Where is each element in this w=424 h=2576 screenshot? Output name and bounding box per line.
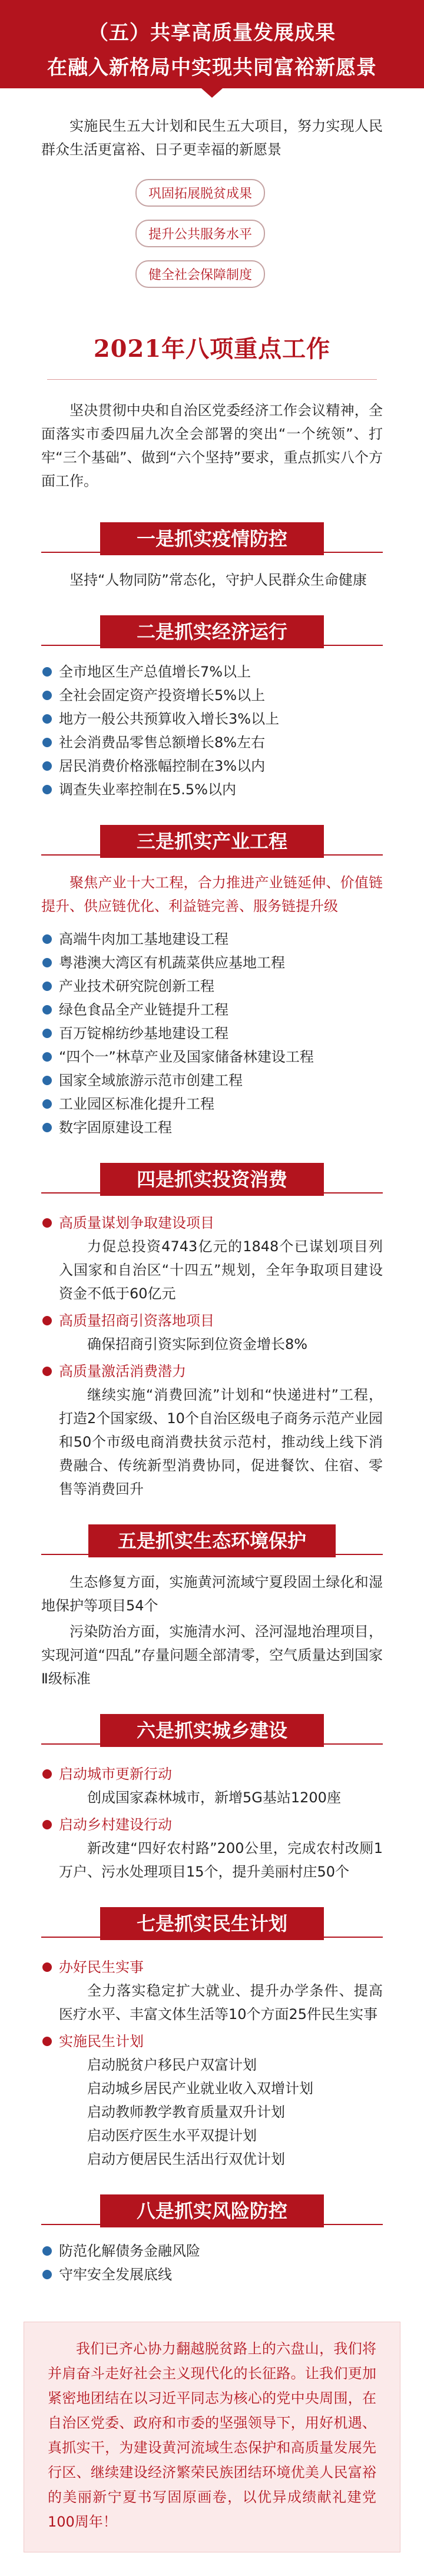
bullet-icon <box>42 1367 52 1376</box>
bullet-icon <box>42 1962 52 1972</box>
sub-heading: 办好民生实事 <box>41 1955 383 1979</box>
bullet-icon <box>42 1076 52 1085</box>
bullet-icon <box>42 1316 52 1325</box>
list-item: 国家全域旅游示范市创建工程 <box>41 1069 383 1092</box>
section-title: 六是抓实城乡建设 <box>100 1714 324 1747</box>
section-header <box>0 615 424 651</box>
sub-body: 创成国家森林城市，新增5G基站1200座 <box>87 1789 341 1806</box>
list-item: 守牢安全发展底线 <box>41 2263 383 2286</box>
bullet-icon <box>42 982 52 991</box>
section-title: 四是抓实投资消费 <box>100 1163 324 1196</box>
bullet-icon <box>42 1218 52 1228</box>
section-header <box>0 522 424 558</box>
sub-heading: 启动乡村建设行动 <box>41 1813 383 1836</box>
bottom-spacer <box>0 2552 424 2576</box>
sub-group <box>0 1942 424 2171</box>
sub-heading: 高质量招商引资落地项目 <box>41 1309 383 1332</box>
header-banner <box>0 0 424 88</box>
list-item: 高端牛肉加工基地建设工程 <box>41 927 383 951</box>
list-item: 防范化解债务金融风险 <box>41 2239 383 2263</box>
sub-body: 全力落实稳定扩大就业、提升办学条件、提高医疗水平、丰富文体生活等10个方面25件民生实事 <box>59 1982 383 2023</box>
list-item: 数字固原建设工程 <box>41 1116 383 1139</box>
list-item: 绿色食品全产业链提升工程 <box>41 998 383 1022</box>
section-title: 五是抓实生态环境保护 <box>88 1524 336 1557</box>
list-item: 社会消费品零售总额增长8%左右 <box>41 731 383 754</box>
bullet-icon <box>42 785 52 794</box>
bullet-icon <box>42 714 52 724</box>
bullet-icon <box>42 2037 52 2046</box>
section-text: 聚焦产业十大工程，合力推进产业链延伸、价值链提升、供应链优化、利益链完善、服务链提升级 <box>41 874 383 914</box>
list-item: 启动医疗医生水平双提计划 <box>87 2127 257 2144</box>
banner-title-line1: （五）共享高质量发展成果 <box>88 21 336 45</box>
section-title: 八是抓实风险防控 <box>100 2194 324 2227</box>
sub-group <box>0 1749 424 1884</box>
banner-pointer <box>201 88 223 98</box>
sub-body: 力促总投资4743亿元的1848个已谋划项目列入国家和自治区“十四五”规划，全年争取项目建设资金不低于60亿元 <box>59 1238 383 1302</box>
section-header <box>0 1907 424 1942</box>
bullet-icon <box>42 934 52 944</box>
list-item: 产业技术研究院创新工程 <box>41 974 383 998</box>
bullet-icon <box>42 691 52 700</box>
section-title: 三是抓实产业工程 <box>100 825 324 858</box>
pill-item: 健全社会保障制度 <box>135 260 265 288</box>
list-item: 启动脱贫户移民户双富计划 <box>87 2057 257 2073</box>
pill-item: 提升公共服务水平 <box>135 220 265 247</box>
sub-heading: 启动城市更新行动 <box>41 1762 383 1786</box>
pill-item: 巩固拓展脱贫成果 <box>135 179 265 207</box>
bullet-icon <box>42 761 52 771</box>
plan-list <box>41 2053 383 2171</box>
banner-title-line2: 在融入新格局中实现共同富裕新愿景 <box>47 56 377 79</box>
sub-heading: 高质量激活消费潜力 <box>41 1360 383 1383</box>
target-list <box>0 651 424 801</box>
section-header <box>0 1163 424 1198</box>
section-header <box>0 825 424 860</box>
section-text: 坚持“人物同防”常态化，守护人民群众生命健康 <box>69 572 367 588</box>
bullet-icon <box>42 1820 52 1829</box>
list-item: 调查失业率控制在5.5%以内 <box>41 778 383 801</box>
sub-heading: 高质量谋划争取建设项目 <box>41 1211 383 1235</box>
section-header <box>0 1524 424 1560</box>
risk-list <box>0 2230 424 2286</box>
intro-paragraph: 实施民生五大计划和民生五大项目，努力实现人民群众生活更富裕、日子更幸福的新愿景 <box>41 118 383 158</box>
bullet-icon <box>42 2270 52 2279</box>
bullet-icon <box>42 667 52 677</box>
lead-paragraph: 坚决贯彻中央和自治区党委经济工作会议精神，全面落实市委四届九次全会部署的突出“一个统领”、打牢“三个基础”、做到“六个坚持”要求，重点抓实八个方面工作。 <box>41 402 383 489</box>
section-text: 污染防治方面，实施清水河、泾河湿地治理项目，实现河道“四乱”存量问题全部清零，空气质量达到国家Ⅱ级标准 <box>41 1623 383 1687</box>
section-header <box>0 1714 424 1749</box>
list-item: “四个一”林草产业及国家储备林建设工程 <box>41 1045 383 1069</box>
list-item: 工业园区标准化提升工程 <box>41 1092 383 1116</box>
goal-pills <box>0 167 424 307</box>
bullet-icon <box>42 2246 52 2256</box>
section-title: 二是抓实经济运行 <box>100 615 324 648</box>
list-item: 启动方便居民生活出行双优计划 <box>87 2151 285 2167</box>
list-item: 粤港澳大湾区有机蔬菜供应基地工程 <box>41 951 383 974</box>
section-title: 七是抓实民生计划 <box>100 1907 324 1940</box>
bullet-icon <box>42 1052 52 1062</box>
list-item: 启动教师教学教育质量双升计划 <box>87 2104 285 2120</box>
sub-group <box>0 1198 424 1501</box>
bullet-icon <box>42 738 52 747</box>
bullet-icon <box>42 1099 52 1109</box>
list-item: 百万锭棉纺纱基地建设工程 <box>41 1022 383 1045</box>
bullet-icon <box>42 1123 52 1132</box>
list-item: 全市地区生产总值增长7%以上 <box>41 660 383 684</box>
sub-body: 确保招商引资实际到位资金增长8% <box>87 1336 308 1352</box>
section-header <box>0 2194 424 2230</box>
list-item: 启动城乡居民产业就业收入双增计划 <box>87 2080 313 2097</box>
bullet-icon <box>42 1005 52 1015</box>
project-list <box>0 918 424 1139</box>
list-item: 全社会固定资产投资增长5%以上 <box>41 684 383 707</box>
bullet-icon <box>42 958 52 967</box>
bullet-icon <box>42 1769 52 1779</box>
list-item: 地方一般公共预算收入增长3%以上 <box>41 707 383 731</box>
list-item: 居民消费价格涨幅控制在3%以内 <box>41 754 383 778</box>
main-title: 2021年八项重点工作 <box>93 335 331 363</box>
section-title: 一是抓实疫情防控 <box>100 522 324 555</box>
sub-body: 继续实施“消费回流”计划和“快递进村”工程，打造2个国家级、10个自治区级电子商务示范产业园和50个市级电商消费扶贫示范村，推动线上线下消费融合、传统新型消费协同，促进餐饮、住宿、零售等消费回升 <box>59 1387 383 1497</box>
sub-body: 新改建“四好农村路”200公里，完成农村改厕1万户、污水处理项目15个，提升美丽村庄50个 <box>59 1840 383 1880</box>
section-text: 生态修复方面，实施黄河流域宁夏段固土绿化和湿地保护等项目54个 <box>41 1574 383 1614</box>
sub-heading: 实施民生计划 <box>41 2030 383 2053</box>
bullet-icon <box>42 1029 52 1038</box>
closing-paragraph: 我们已齐心协力翻越脱贫路上的六盘山，我们将并肩奋斗走好社会主义现代化的长征路。让我们更加紧密地团结在以习近平同志为核心的党中央周围，在自治区党委、政府和市委的坚强领导下，用好机遇、真抓实干，为建设黄河流域生态保护和高质量发展先行区、继续建设经济繁荣民族团结环境优美人民富裕的美丽新宁夏书写固原画卷，以优异成绩献礼建党100周年！ <box>24 2322 400 2552</box>
